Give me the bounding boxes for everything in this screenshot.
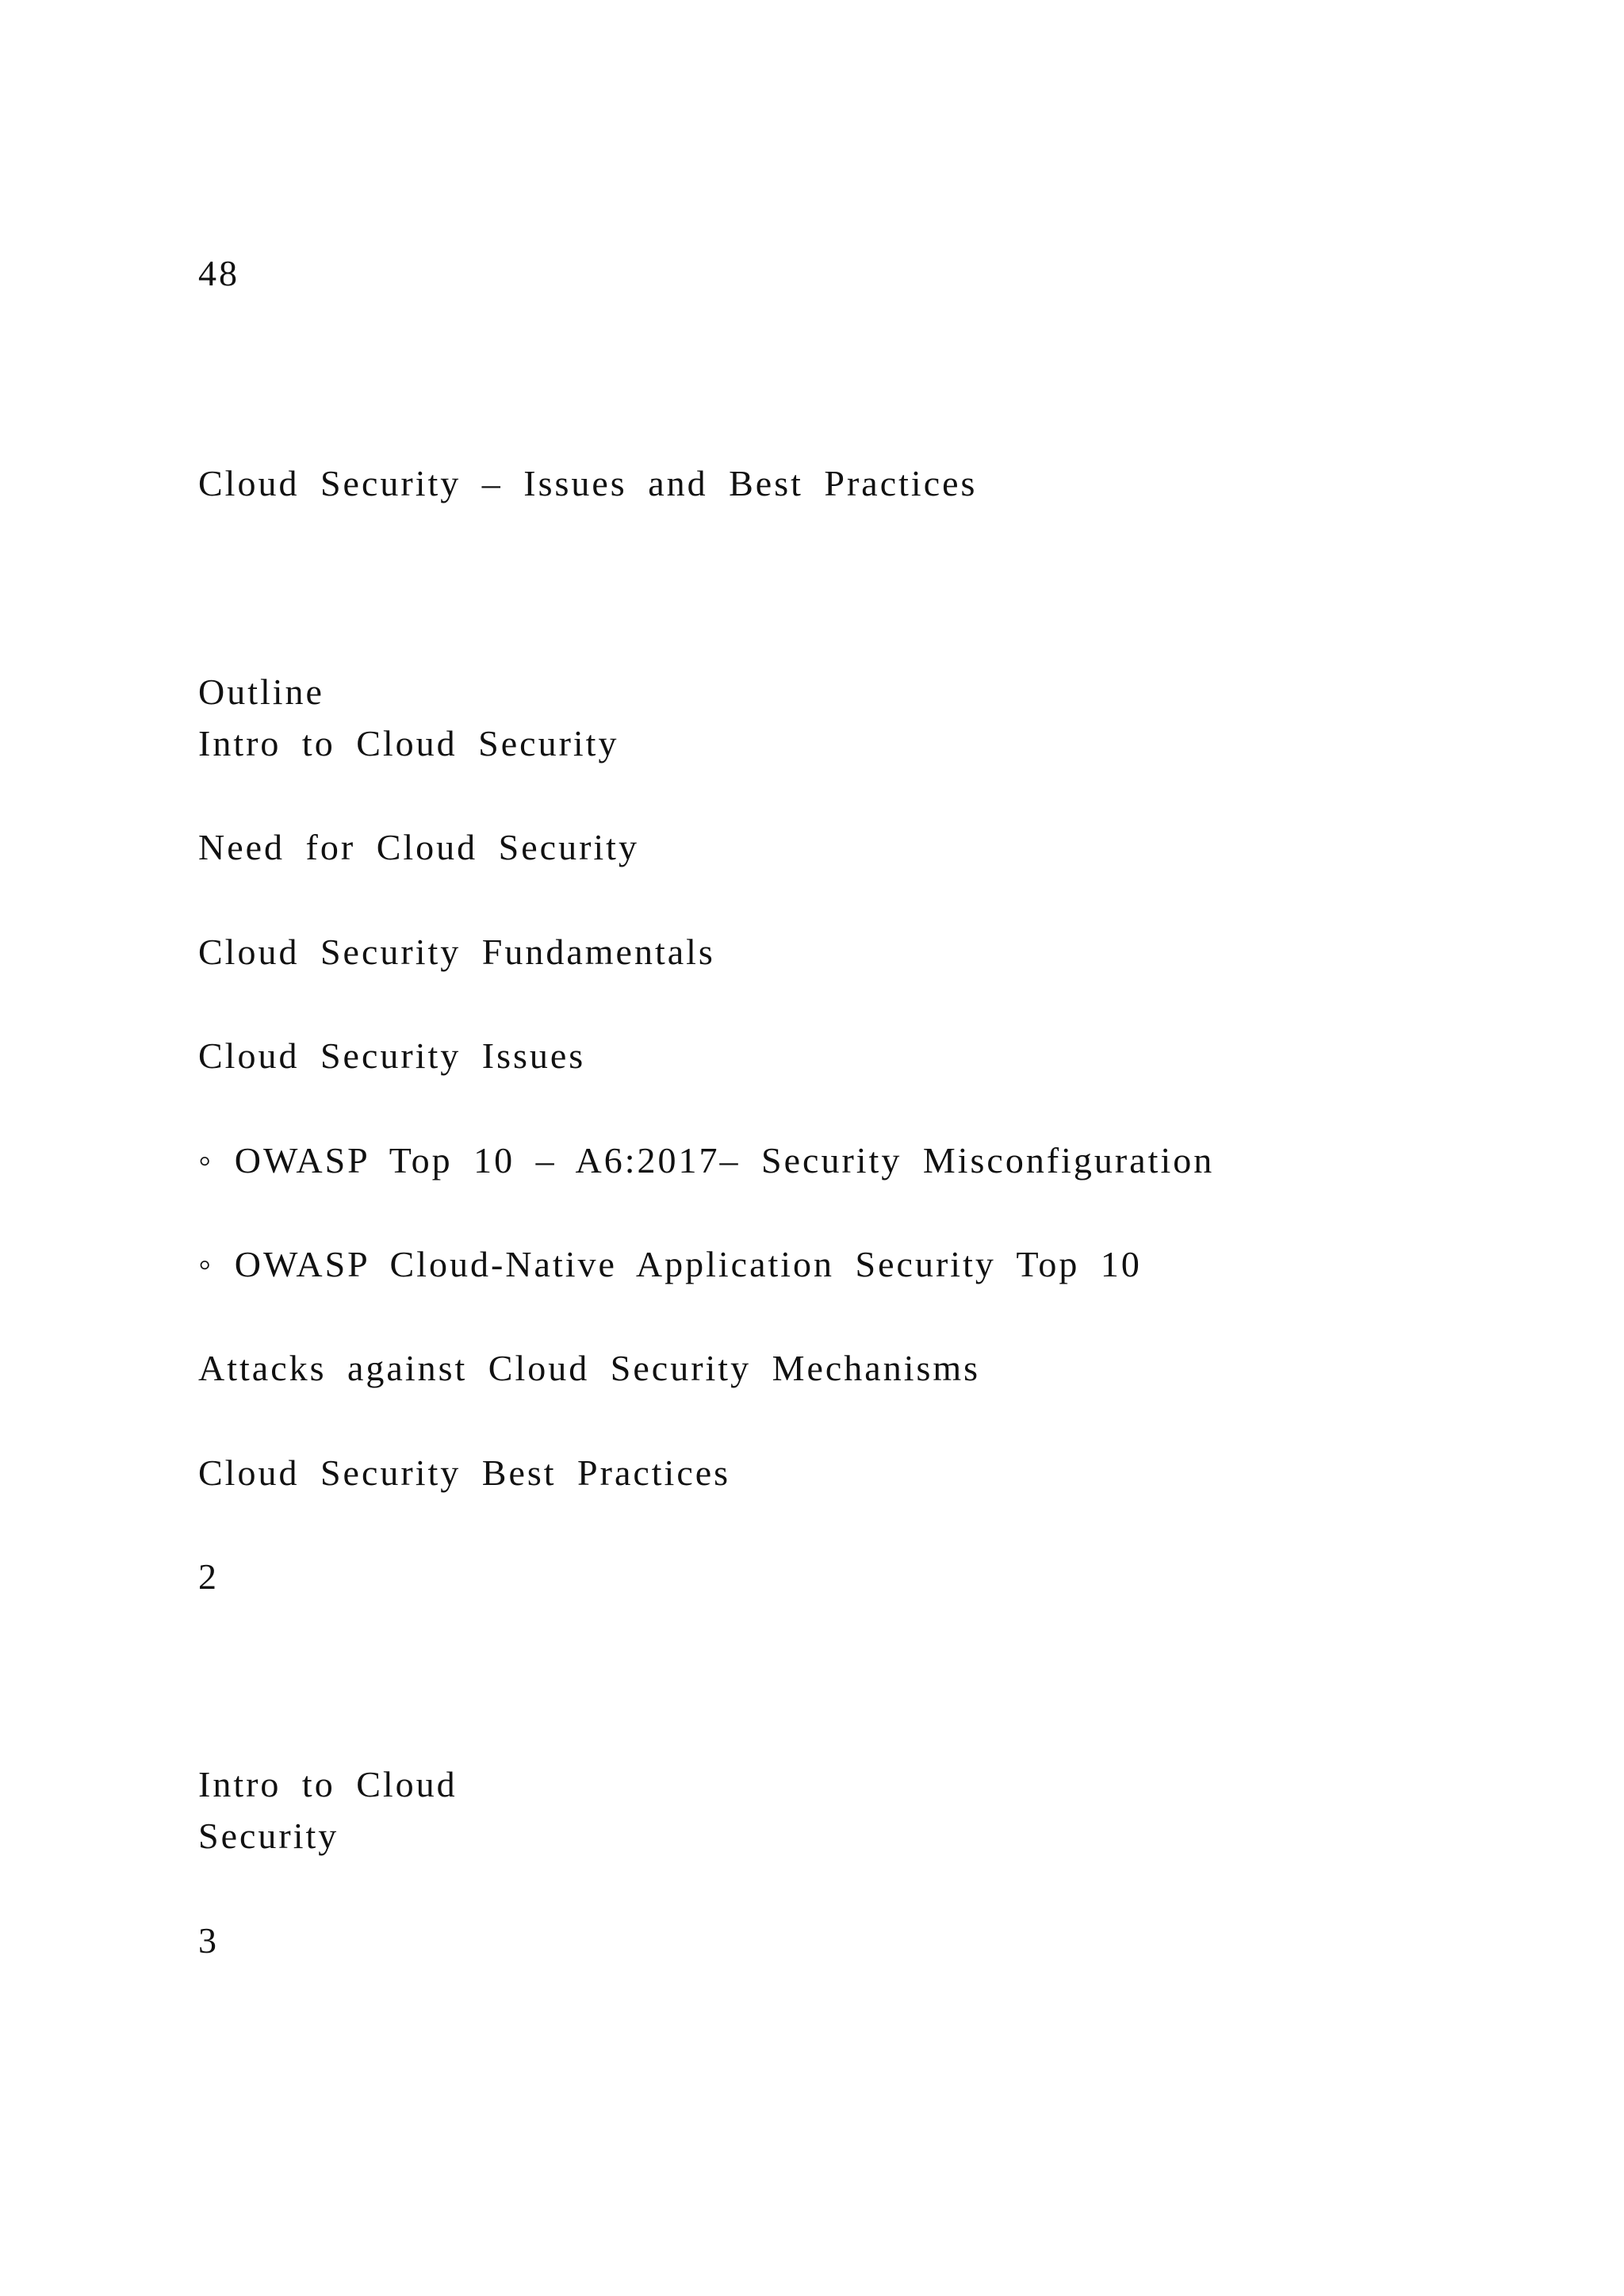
document-title: Cloud Security – Issues and Best Practices bbox=[198, 463, 978, 503]
page-number: 2 bbox=[198, 1556, 219, 1597]
outline-item: Cloud Security Best Practices bbox=[198, 1452, 731, 1493]
outline-item: Attacks against Cloud Security Mechanisms bbox=[198, 1348, 981, 1388]
section-title: Intro to Cloud bbox=[198, 1764, 458, 1804]
outline-heading: Outline bbox=[198, 672, 324, 712]
outline-item: Intro to Cloud Security bbox=[198, 723, 619, 763]
outline-item: Need for Cloud Security bbox=[198, 827, 639, 867]
outline-subitem: ◦ OWASP Top 10 – A6:2017– Security Misconfiguration bbox=[198, 1140, 1215, 1181]
outline-item: Cloud Security Fundamentals bbox=[198, 932, 715, 972]
outline-subitem: ◦ OWASP Cloud-Native Application Security Top 10 bbox=[198, 1244, 1142, 1284]
page-number: 3 bbox=[198, 1920, 219, 1961]
page-number: 48 bbox=[198, 253, 239, 293]
outline-item: Cloud Security Issues bbox=[198, 1035, 586, 1076]
section-title: Security bbox=[198, 1816, 339, 1856]
